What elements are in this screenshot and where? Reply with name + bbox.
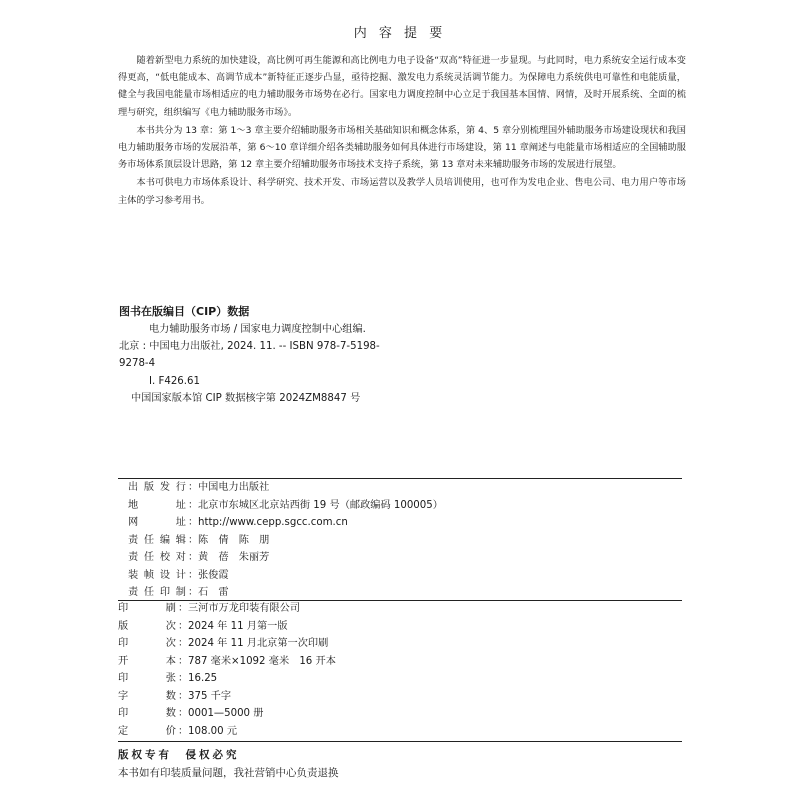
row-value: 787 毫米×1092 毫米 16 开本 bbox=[188, 655, 336, 667]
cip-line-isbn-tail: 9278-4 bbox=[119, 358, 156, 370]
row-label: 版 次 bbox=[118, 620, 176, 632]
divider-bottom bbox=[118, 741, 682, 742]
summary-paragraph-1: 随着新型电力系统的加快建设，高比例可再生能源和高比例电力电子设备“双高”特征进一步显现。与此同时，电力系统安全运行成本变得更高，“低电能成本、高调节成本”新特征正逐步凸显，亟待挖掘、激发电力系统灵活调节能力。为保障电力系统供电可靠性和电能质量，健全与我国电能量市场相适应的电力辅助服务市场势在必行。国家电力调度控制中心立足于我国基本国情、网情，及时开展系统、全面的梳理与研究，组织编写《电力辅助服务市场》。 bbox=[118, 55, 686, 118]
row-label: 定 价 bbox=[118, 725, 176, 737]
printing-row: 印 张 ： 16.25 bbox=[118, 670, 672, 688]
publisher-row: 地 址 ： 北京市东城区北京站西街 19 号（邮政编码 100005） bbox=[128, 497, 682, 515]
row-value: 375 千字 bbox=[188, 690, 232, 702]
row-value: 黄 蓓 朱丽芳 bbox=[198, 552, 270, 563]
publisher-row: 出版发行 ： 中国电力出版社 bbox=[128, 479, 682, 497]
row-value: 张俊霞 bbox=[198, 569, 229, 581]
row-label: 责任编辑 bbox=[128, 534, 186, 546]
publisher-row: 责任编辑 ： 陈 倩 陈 朋 bbox=[128, 532, 682, 550]
summary-paragraph-3: 本书可供电力市场体系设计、科学研究、技术开发、市场运营以及教学人员培训使用，也可作为发电企业、售电公司、电力用户等市场主体的学习参考用书。 bbox=[118, 177, 686, 206]
row-label: 印 张 bbox=[118, 673, 176, 684]
row-label: 印 数 bbox=[118, 708, 176, 719]
printing-row: 印 刷 ： 三河市万龙印装有限公司 bbox=[118, 600, 672, 618]
row-label: 责任印制 bbox=[128, 587, 186, 598]
cip-line-classification: Ⅰ. F426.61 bbox=[149, 375, 200, 387]
publisher-row: 责任校对 ： 黄 蓓 朱丽芳 bbox=[128, 549, 682, 567]
page-title: 内 容 提 要 bbox=[353, 26, 447, 41]
cip-heading: 图书在版编目（CIP）数据 bbox=[119, 305, 250, 318]
row-value: 中国电力出版社 bbox=[198, 482, 270, 493]
content-summary bbox=[118, 52, 686, 210]
publisher-info bbox=[128, 479, 682, 602]
cip-line-record-number: 中国国家版本馆 CIP 数据核字第 2024ZM8847 号 bbox=[131, 392, 361, 404]
row-value: http://www.cepp.sgcc.com.cn bbox=[198, 517, 348, 528]
cip-line-imprint: 北京 : 中国电力出版社, 2024. 11. -- ISBN 978-7-5198- bbox=[119, 341, 380, 353]
return-policy: 本书如有印装质量问题，我社营销中心负责退换 bbox=[118, 767, 339, 779]
cip-line-title: 电力辅助服务市场 / 国家电力调度控制中心组编. bbox=[149, 324, 366, 335]
row-value: 2024 年 11 月第一版 bbox=[188, 620, 288, 632]
row-value: 108.00 元 bbox=[188, 725, 238, 737]
row-value: 石 雷 bbox=[198, 587, 229, 598]
row-value: 三河市万龙印装有限公司 bbox=[188, 603, 301, 614]
copyright-notice bbox=[118, 746, 339, 782]
printing-row: 定 价 ： 108.00 元 bbox=[118, 723, 672, 741]
row-label: 地 址 bbox=[128, 499, 186, 511]
row-value: 北京市东城区北京站西街 19 号（邮政编码 100005） bbox=[198, 499, 443, 511]
summary-paragraph-2: 本书共分为 13 章：第 1～3 章主要介绍辅助服务市场相关基础知识和概念体系，第 4、5 章分别梳理国外辅助服务市场建设现状和我国电力辅助服务市场的发展沿革，第 6～10 章详细介绍各类辅助服务如何具体进行市场建设，第 11 章阐述与电能量市场相适应的全国辅助服务市场体系顶层设计思路，第 12 章主要介绍辅助服务市场技术支持子系统，第 13 章对未来辅助服务市场的发展进行展望。 bbox=[118, 124, 686, 171]
row-label: 网 址 bbox=[128, 517, 186, 528]
row-label: 印 刷 bbox=[118, 603, 176, 614]
publisher-row: 网 址 ： http://www.cepp.sgcc.com.cn bbox=[128, 514, 682, 532]
row-value: 陈 倩 陈 朋 bbox=[198, 534, 270, 546]
publisher-row: 装帧设计 ： 张俊霞 bbox=[128, 567, 682, 585]
printing-row: 印 数 ： 0001—5000 册 bbox=[118, 705, 672, 723]
row-label: 责任校对 bbox=[128, 552, 186, 563]
row-label: 字 数 bbox=[118, 690, 176, 702]
printing-row: 字 数 ： 375 千字 bbox=[118, 688, 672, 706]
copyright-heading: 版权专有 侵权必究 bbox=[118, 749, 240, 761]
printing-row: 印 次 ： 2024 年 11 月北京第一次印刷 bbox=[118, 635, 672, 653]
row-label: 开 本 bbox=[118, 655, 176, 667]
row-value: 0001—5000 册 bbox=[188, 708, 264, 719]
printing-row: 版 次 ： 2024 年 11 月第一版 bbox=[118, 618, 672, 636]
row-value: 16.25 bbox=[188, 673, 218, 684]
row-label: 印 次 bbox=[118, 638, 176, 649]
publisher-row: 责任印制 ： 石 雷 bbox=[128, 584, 682, 602]
cip-data-block bbox=[119, 303, 679, 407]
printing-info bbox=[118, 600, 672, 740]
row-label: 装帧设计 bbox=[128, 569, 186, 581]
row-label: 出版发行 bbox=[128, 482, 186, 493]
row-value: 2024 年 11 月北京第一次印刷 bbox=[188, 638, 329, 649]
printing-row: 开 本 ： 787 毫米×1092 毫米 16 开本 bbox=[118, 653, 672, 671]
